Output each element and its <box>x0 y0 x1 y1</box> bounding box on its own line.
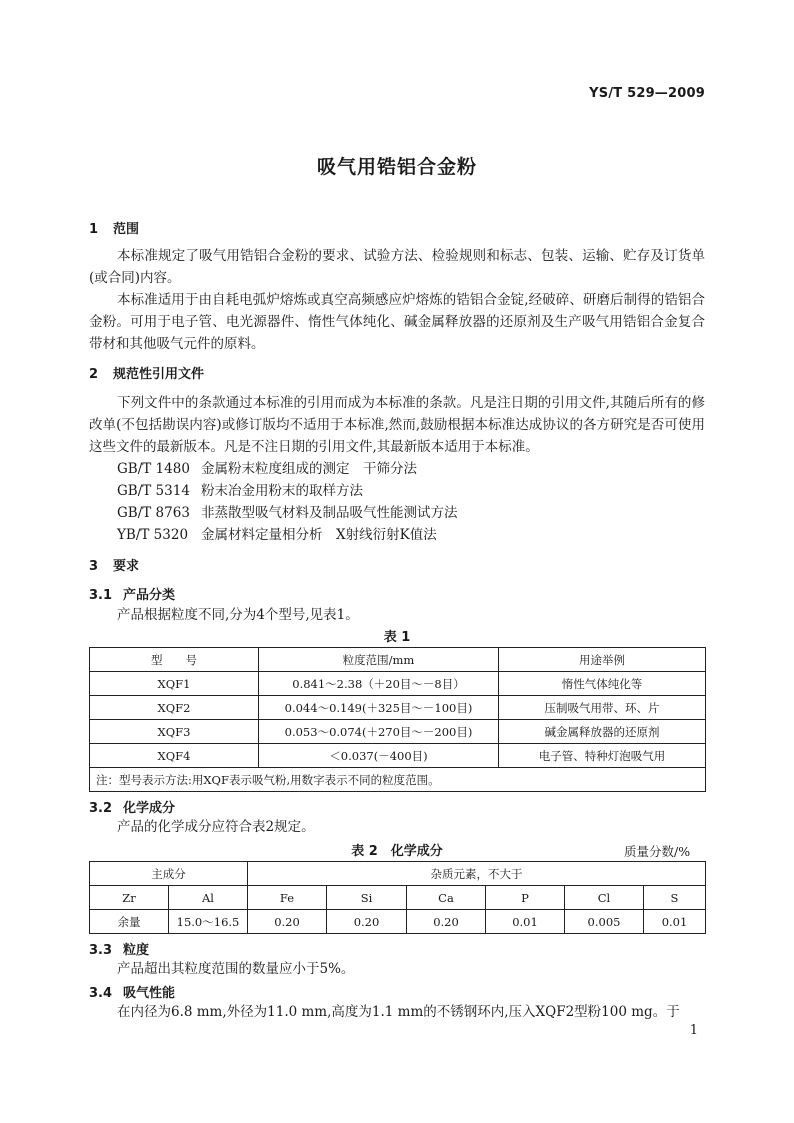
section-1-paragraph-1: 本标准规定了吸气用锆铝合金粉的要求、试验方法、检验规则和标志、包装、运输、贮存及订货单(或合同)内容。 <box>89 248 705 286</box>
header-cell: Ca <box>407 886 486 910</box>
table-row <box>90 720 706 744</box>
page-number: 1 <box>689 1023 698 1038</box>
section-3-1-heading <box>89 584 175 603</box>
table-cell: 0.01 <box>486 910 565 934</box>
section-3-3-heading <box>89 939 149 958</box>
table-cell: 余量 <box>90 910 169 934</box>
reference-code: YB/T 5320 <box>117 527 189 543</box>
section-3-2-heading <box>89 797 175 816</box>
section-title: 粒度 <box>123 943 150 958</box>
reference-name: 粉末冶金用粉末的取样方法 <box>201 483 363 499</box>
table-2-caption: 表 2 化学成分 <box>351 844 443 859</box>
table-cell: 惰性气体纯化等 <box>499 672 706 696</box>
table-cell: 压制吸气用带、环、片 <box>499 696 706 720</box>
section-number: 1 <box>89 222 99 237</box>
table-cell: 0.005 <box>565 910 644 934</box>
header-cell: Cl <box>565 886 644 910</box>
header-cell: Zr <box>90 886 169 910</box>
table-cell: ＜0.037(－400目) <box>259 744 499 768</box>
table-cell: 15.0～16.5 <box>169 910 248 934</box>
section-1-paragraph-2: 本标准适用于由自耗电弧炉熔炼或真空高频感应炉熔炼的锆铝合金锭,经破碎、研磨后制得的锆铝合金粉。可用于电子管、电光源器件、惰性气体纯化、碱金属释放器的还原剂及生产吸气用锆铝合金复合带材和其他吸气元件的原料。 <box>89 292 705 352</box>
section-title: 吸气性能 <box>123 986 176 1001</box>
reference-item <box>117 480 363 502</box>
table-cell: 0.20 <box>407 910 486 934</box>
section-title: 要求 <box>113 559 140 574</box>
section-title: 范围 <box>113 222 140 237</box>
section-number: 3.1 <box>89 588 113 603</box>
table-row <box>90 696 706 720</box>
table-1 <box>89 647 706 792</box>
section-number: 3 <box>89 559 99 574</box>
reference-item <box>117 502 458 524</box>
reference-name: 金属材料定量相分析 X射线衍射K值法 <box>201 527 437 543</box>
table-note: 注：型号表示方法:用XQF表示吸气粉,用数字表示不同的粒度范围。 <box>90 768 706 792</box>
table-row <box>90 744 706 768</box>
header-cell: P <box>486 886 565 910</box>
reference-code: GB/T 1480 <box>117 461 190 477</box>
section-title: 产品分类 <box>123 588 176 603</box>
table-group-header-row <box>90 862 706 886</box>
header-cell: S <box>644 886 706 910</box>
header-cell: Fe <box>248 886 327 910</box>
table-cell: 电子管、特种灯泡吸气用 <box>499 744 706 768</box>
group-header-main: 主成分 <box>90 862 248 886</box>
table-cell: XQF3 <box>90 720 259 744</box>
section-number: 2 <box>89 367 99 382</box>
reference-item <box>117 458 417 480</box>
table-1-caption: 表 1 <box>383 630 411 645</box>
section-number: 3.3 <box>89 943 113 958</box>
table-2-unit: 质量分数/% <box>624 844 691 859</box>
section-title: 规范性引用文件 <box>113 367 205 382</box>
reference-code: GB/T 5314 <box>117 483 190 499</box>
section-number: 3.4 <box>89 986 113 1001</box>
header-cell: Al <box>169 886 248 910</box>
section-3-1-paragraph: 产品根据粒度不同,分为4个型号,见表1。 <box>117 607 359 623</box>
header-cell: 用途举例 <box>499 648 706 672</box>
section-2-heading <box>89 363 204 382</box>
table-row <box>90 910 706 934</box>
table-cell: 碱金属释放器的还原剂 <box>499 720 706 744</box>
table-note-row <box>90 768 706 792</box>
section-3-4-heading <box>89 982 175 1001</box>
table-row <box>90 672 706 696</box>
document-title: 吸气用锆铝合金粉 <box>316 156 477 178</box>
header-cell: 型 号 <box>90 648 259 672</box>
header-cell: 粒度范围/mm <box>259 648 499 672</box>
table-cell: 0.053～0.074(＋270目～－200目) <box>259 720 499 744</box>
reference-item <box>117 524 437 546</box>
table-cell: XQF1 <box>90 672 259 696</box>
table-cell: XQF4 <box>90 744 259 768</box>
reference-name: 金属粉末粒度组成的测定 干筛分法 <box>201 461 417 477</box>
reference-name: 非蒸散型吸气材料及制品吸气性能测试方法 <box>201 505 458 521</box>
reference-code: GB/T 8763 <box>117 505 190 521</box>
table-cell: XQF2 <box>90 696 259 720</box>
table-cell: 0.01 <box>644 910 706 934</box>
section-title: 化学成分 <box>123 801 176 816</box>
section-2-paragraph: 下列文件中的条款通过本标准的引用而成为本标准的条款。凡是注日期的引用文件,其随后所有的修改单(不包括勘误内容)或修订版均不适用于本标准,然而,鼓励根据本标准达成协议的各方研究是否可使用这些文件的最新版本。凡是不注日期的引用文件,其最新版本适用于本标准。 <box>89 395 705 455</box>
table-header-row <box>90 886 706 910</box>
table-cell: 0.841～2.38（＋20目～－8目） <box>259 672 499 696</box>
table-header-row <box>90 648 706 672</box>
header-cell: Si <box>327 886 407 910</box>
section-3-3-paragraph: 产品超出其粒度范围的数量应小于5%。 <box>117 961 355 977</box>
table-2 <box>89 861 706 934</box>
section-3-heading <box>89 555 139 574</box>
group-header-impurity: 杂质元素，不大于 <box>248 862 706 886</box>
section-number: 3.2 <box>89 801 113 816</box>
table-cell: 0.20 <box>327 910 407 934</box>
section-1-heading <box>89 218 139 237</box>
table-cell: 0.20 <box>248 910 327 934</box>
standard-code: YS/T 529—2009 <box>589 86 705 101</box>
table-cell: 0.044～0.149(＋325目～－100目) <box>259 696 499 720</box>
section-3-4-paragraph: 在内径为6.8 mm,外径为11.0 mm,高度为1.1 mm的不锈钢环内,压入XQF2型粉100 mg。于 <box>117 1004 680 1020</box>
section-3-2-paragraph: 产品的化学成分应符合表2规定。 <box>117 819 315 835</box>
